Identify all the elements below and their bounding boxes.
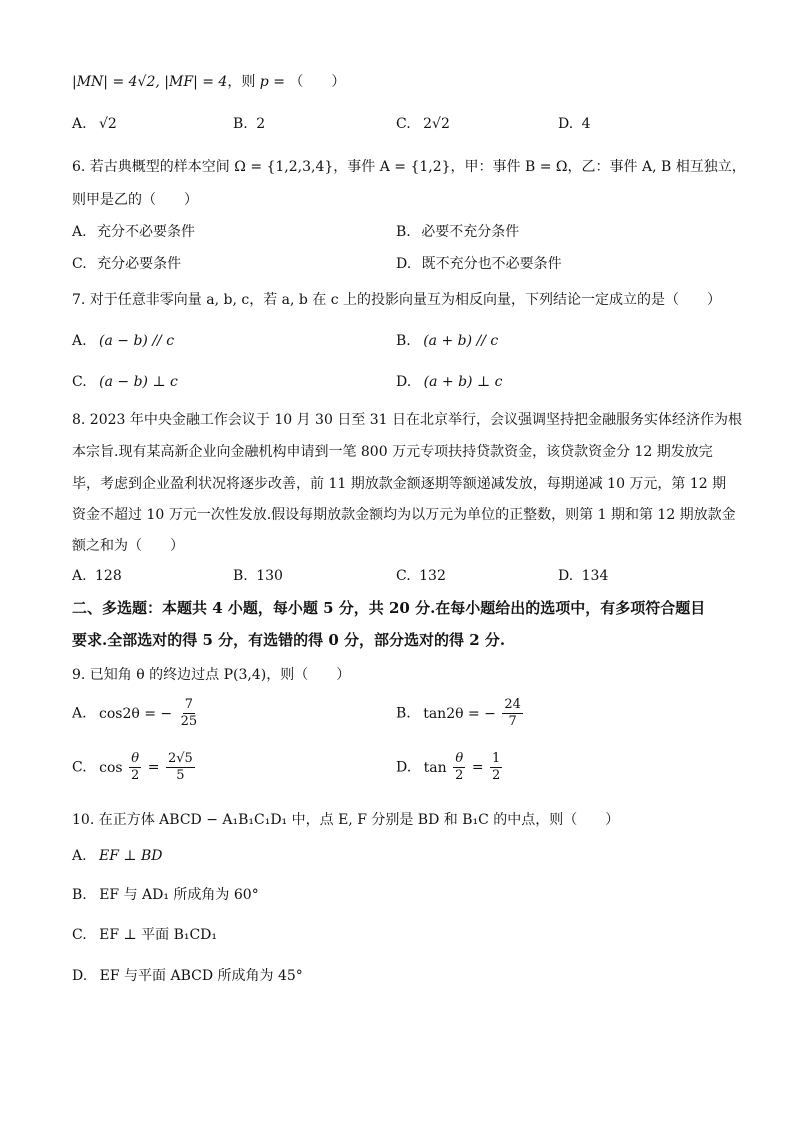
q9-option-d bbox=[396, 751, 504, 784]
q5-p: p = bbox=[259, 74, 285, 90]
option-value: (a + b) // c bbox=[423, 333, 499, 349]
angle-fraction bbox=[453, 751, 465, 784]
option-label: C. bbox=[72, 374, 87, 390]
option-label: B. bbox=[396, 224, 411, 240]
q5-ask: ，则 bbox=[227, 74, 256, 90]
option-label: D. bbox=[396, 759, 412, 776]
option-label: B. bbox=[233, 568, 248, 584]
option-label: A. bbox=[72, 848, 87, 864]
option-label: D. bbox=[396, 374, 412, 390]
option-fraction bbox=[166, 751, 195, 784]
q6-option-a bbox=[72, 222, 195, 242]
option-label: C. bbox=[72, 927, 87, 943]
option-value: 充分不必要条件 bbox=[97, 224, 196, 240]
q7-option-d bbox=[396, 372, 502, 392]
option-value: EF 与平面 ABCD 所成角为 45° bbox=[99, 968, 303, 984]
q5-option-a bbox=[72, 114, 117, 134]
fraction-numerator: θ bbox=[131, 751, 140, 766]
option-value: 2 bbox=[256, 116, 266, 132]
option-value: EF 与 AD₁ 所成角为 60° bbox=[99, 887, 259, 903]
option-label: D. bbox=[396, 256, 412, 272]
q7-option-b bbox=[396, 331, 498, 351]
q8-stem-line-4: 资金不超过 10 万元一次性发放.假设每期放款金额均为以万元为单位的正整数，则第 1 期和第 12 期放款金 bbox=[72, 507, 736, 523]
q7-option-c bbox=[72, 372, 178, 392]
option-label: B. bbox=[233, 116, 248, 132]
option-label: C. bbox=[72, 256, 87, 272]
section-2-heading-line-2: 要求.全部选对的得 5 分，有选错的得 0 分，部分选对的得 2 分. bbox=[72, 631, 506, 649]
option-label: C. bbox=[396, 568, 411, 584]
q10-option-c bbox=[72, 925, 217, 945]
option-value: 130 bbox=[256, 568, 283, 584]
q6-option-d bbox=[396, 254, 562, 274]
option-label: C. bbox=[396, 116, 411, 132]
fraction-denominator: 2 bbox=[492, 768, 501, 783]
q5-option-c bbox=[396, 114, 450, 134]
option-value: 2√2 bbox=[423, 116, 450, 132]
q6-stem-line-2: 则甲是乙的（ ） bbox=[72, 192, 198, 208]
option-label: C. bbox=[72, 759, 87, 776]
option-value: 既不充分也不必要条件 bbox=[421, 256, 562, 272]
option-label: B. bbox=[396, 705, 411, 722]
option-fraction bbox=[490, 751, 502, 784]
equals-sign: = bbox=[147, 759, 160, 776]
q5-option-d bbox=[558, 114, 591, 134]
q9-option-a bbox=[72, 697, 201, 730]
q6-option-b bbox=[396, 222, 519, 242]
q6-option-c bbox=[72, 254, 181, 274]
q7-option-a bbox=[72, 331, 174, 351]
option-lhs: cos2θ = − bbox=[99, 705, 173, 722]
option-value: (a − b) ⊥ c bbox=[99, 374, 178, 390]
q10-option-a bbox=[72, 846, 163, 866]
q10-option-b bbox=[72, 885, 259, 905]
option-label: A. bbox=[72, 705, 87, 722]
option-value: 134 bbox=[581, 568, 609, 584]
q9-stem: 9. 已知角 θ 的终边过点 P(3,4)，则（ ） bbox=[72, 667, 351, 683]
q8-stem-line-3: 毕，考虑到企业盈利状况将逐步改善，前 11 期放款金额逐期等额递减发放，每期递减 10 万元，第 12 期 bbox=[72, 476, 727, 492]
option-value: 充分必要条件 bbox=[97, 256, 182, 272]
option-label: A. bbox=[72, 333, 87, 349]
option-lhs: cos bbox=[99, 759, 123, 776]
q8-option-a bbox=[72, 566, 122, 586]
option-lhs: tan bbox=[423, 759, 447, 776]
q7-stem: 7. 对于任意非零向量 a, b, c，若 a, b 在 c 上的投影向量互为相反向量，下列结论一定成立的是（ ） bbox=[72, 292, 722, 308]
q8-stem-line-1: 8. 2023 年中央金融工作会议于 10 月 30 日至 31 日在北京举行，会议强调坚持把金融服务实体经济作为根 bbox=[72, 412, 743, 428]
option-label: B. bbox=[396, 333, 411, 349]
fraction-numerator: 24 bbox=[504, 697, 521, 712]
q9-option-b bbox=[396, 697, 525, 730]
fraction-numerator: 2√5 bbox=[167, 751, 193, 766]
q8-option-b bbox=[233, 566, 283, 586]
option-value: EF ⊥ BD bbox=[99, 848, 163, 864]
fraction-denominator: 7 bbox=[508, 714, 517, 729]
option-value: 132 bbox=[419, 568, 446, 584]
option-lhs: tan2θ = − bbox=[423, 705, 496, 722]
fraction-denominator: 5 bbox=[176, 768, 185, 783]
q5-option-b bbox=[233, 114, 265, 134]
option-label: D. bbox=[72, 968, 88, 984]
q5-mf: |MF| = 4 bbox=[164, 74, 228, 90]
q10-option-d bbox=[72, 966, 303, 986]
option-label: A. bbox=[72, 568, 87, 584]
fraction-numerator: 7 bbox=[184, 697, 194, 712]
option-value: √2 bbox=[99, 116, 117, 132]
q5-condition-line bbox=[72, 72, 345, 92]
q8-stem-line-2: 本宗旨.现有某高新企业向金融机构申请到一笔 800 万元专项扶持贷款资金，该贷款资金分 12 期发放完 bbox=[72, 444, 713, 460]
q8-option-d bbox=[558, 566, 608, 586]
fraction-denominator: 2 bbox=[455, 768, 464, 783]
option-label: D. bbox=[558, 568, 574, 584]
option-label: B. bbox=[72, 887, 87, 903]
q8-stem-line-5: 额之和为（ ） bbox=[72, 538, 184, 554]
q5-paren: （ ） bbox=[289, 74, 346, 90]
q8-option-c bbox=[396, 566, 446, 586]
option-value: 必要不充分条件 bbox=[421, 224, 520, 240]
option-value: EF ⊥ 平面 B₁CD₁ bbox=[99, 927, 218, 943]
option-value: (a − b) // c bbox=[99, 333, 175, 349]
fraction-denominator: 2 bbox=[131, 768, 140, 783]
q10-stem: 10. 在正方体 ABCD − A₁B₁C₁D₁ 中，点 E, F 分别是 BD 和 B₁C 的中点，则（ ） bbox=[72, 812, 620, 828]
fraction-numerator: 1 bbox=[492, 751, 501, 766]
option-label: D. bbox=[558, 116, 574, 132]
option-value: 128 bbox=[95, 568, 122, 584]
q9-option-c bbox=[72, 751, 197, 784]
angle-fraction bbox=[129, 751, 141, 784]
fraction-denominator: 25 bbox=[180, 714, 198, 729]
fraction-numerator: θ bbox=[455, 751, 464, 766]
option-label: A. bbox=[72, 116, 87, 132]
section-2-heading-line-1: 二、多选题：本题共 4 小题，每小题 5 分，共 20 分.在每小题给出的选项中，有多项符合题目 bbox=[72, 599, 706, 617]
option-value: 4 bbox=[581, 116, 591, 132]
equals-sign: = bbox=[471, 759, 484, 776]
option-value: (a + b) ⊥ c bbox=[423, 374, 503, 390]
q6-stem-line-1: 6. 若古典概型的样本空间 Ω = {1,2,3,4}，事件 A = {1,2}，甲：事件 B = Ω，乙：事件 A, B 相互独立， bbox=[72, 159, 746, 175]
option-fraction bbox=[502, 697, 523, 730]
q5-mn: |MN| = 4√2, bbox=[72, 74, 160, 90]
option-fraction bbox=[179, 697, 200, 730]
option-label: A. bbox=[72, 224, 87, 240]
